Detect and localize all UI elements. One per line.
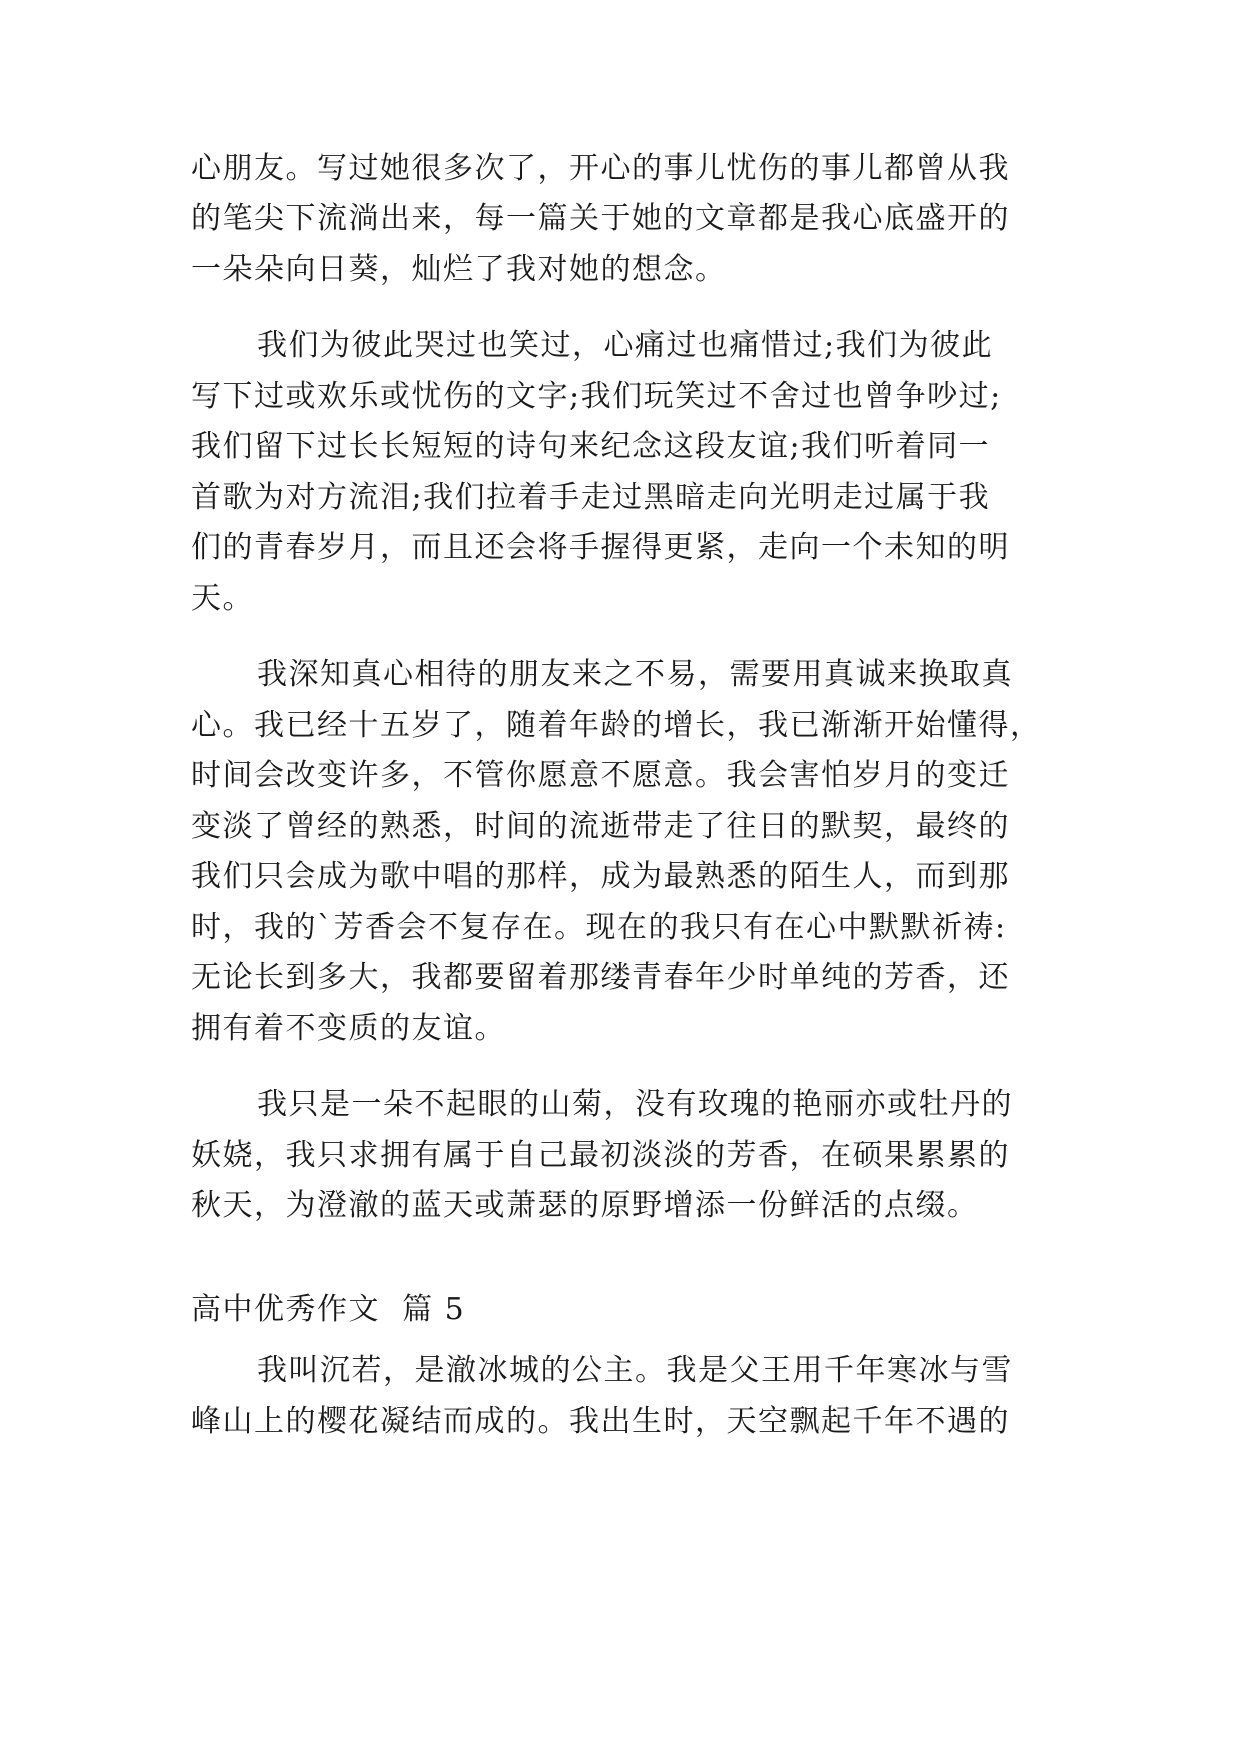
text-line: 首歌为对方流泪;我们拉着手走过黑暗走向光明走过属于我	[191, 480, 991, 515]
text-line: 我们为彼此哭过也笑过，心痛过也痛惜过;我们为彼此	[257, 328, 994, 363]
text-line: 们的青春岁月，而且还会将手握得更紧，走向一个未知的明	[191, 530, 1010, 565]
text-line: 秋天，为澄澈的蓝天或萧瑟的原野增添一份鲜活的点缀。	[191, 1188, 979, 1223]
text-line: 我们留下过长长短短的诗句来纪念这段友谊;我们听着同一	[191, 429, 991, 464]
section-heading: 高中优秀作文 篇 5	[191, 1292, 466, 1327]
text-line: 我们只会成为歌中唱的那样，成为最熟悉的陌生人，而到那	[191, 859, 1010, 894]
text-line: 无论长到多大，我都要留着那缕青春年少时单纯的芳香，还	[191, 960, 1010, 995]
text-line: 峰山上的樱花凝结而成的。我出生时，天空飘起千年不遇的	[191, 1404, 1010, 1439]
text-line: 妖娆，我只求拥有属于自己最初淡淡的芳香，在硕果累累的	[191, 1138, 1010, 1173]
text-line: 写下过或欢乐或忧伤的文字;我们玩笑过不舍过也曾争吵过;	[191, 379, 1002, 414]
text-line: 一朵朵向日葵，灿烂了我对她的想念。	[191, 252, 727, 287]
text-line: 时间会改变许多，不管你愿意不愿意。我会害怕岁月的变迁	[191, 758, 1010, 793]
text-line: 的笔尖下流淌出来，每一篇关于她的文章都是我心底盛开的	[191, 201, 1010, 236]
text-line: 我深知真心相待的朋友来之不易，需要用真诚来换取真	[257, 657, 1013, 692]
text-line: 变淡了曾经的熟悉，时间的流逝带走了往日的默契，最终的	[191, 809, 1010, 844]
text-line: 我只是一朵不起眼的山菊，没有玫瑰的艳丽亦或牡丹的	[257, 1087, 1013, 1122]
text-line: 拥有着不变质的友谊。	[191, 1011, 506, 1046]
text-line: 时，我的`芳香会不复存在。现在的我只有在心中默默祈祷:	[191, 910, 1007, 945]
text-line: 心朋友。写过她很多次了，开心的事儿忧伤的事儿都曾从我	[191, 151, 1010, 186]
text-line: 心。我已经十五岁了，随着年龄的增长，我已渐渐开始懂得，	[191, 708, 1042, 743]
text-line: 我叫沉若，是澈冰城的公主。我是父王用千年寒冰与雪	[257, 1353, 1013, 1388]
text-line: 天。	[191, 581, 254, 616]
